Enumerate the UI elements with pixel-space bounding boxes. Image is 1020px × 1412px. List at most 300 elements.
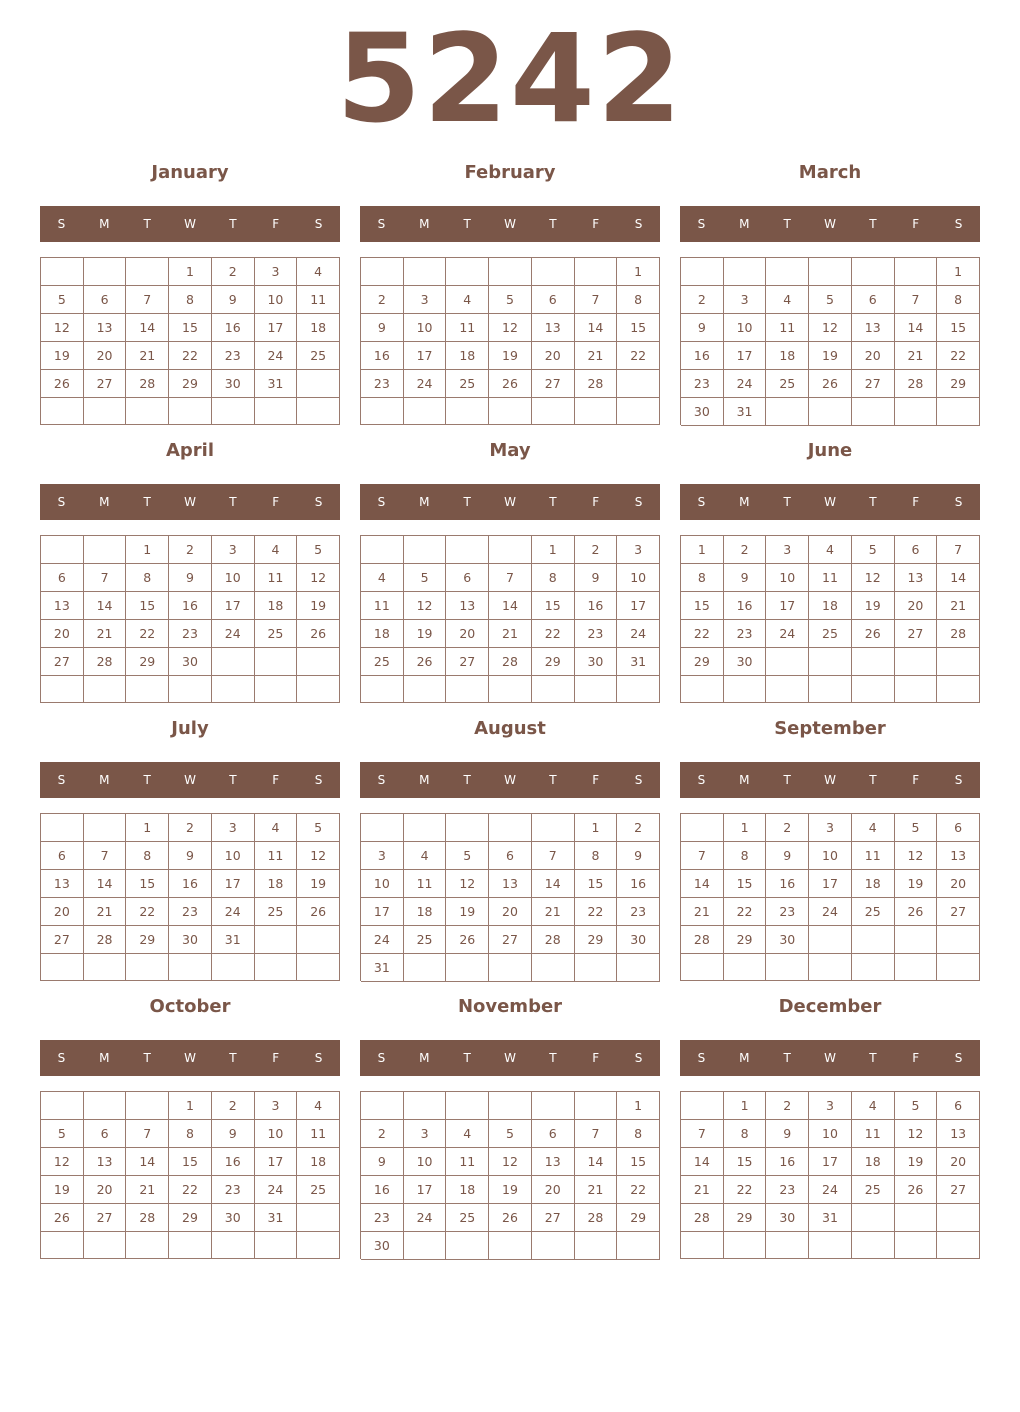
empty-cell <box>212 954 255 981</box>
day-cell: 20 <box>41 898 84 926</box>
weekday-label: W <box>824 773 836 787</box>
day-cell: 26 <box>446 926 489 954</box>
weekday-label: F <box>272 773 280 787</box>
day-cell: 17 <box>404 342 447 370</box>
empty-cell <box>489 536 532 564</box>
day-cell: 4 <box>446 1120 489 1148</box>
weekday-label: S <box>634 1051 643 1065</box>
weekday-label: F <box>592 1051 600 1065</box>
empty-cell <box>489 1232 532 1260</box>
day-cell: 28 <box>575 1204 618 1232</box>
day-cell: 18 <box>404 898 447 926</box>
month-title: January <box>151 162 229 183</box>
month-title: May <box>489 440 531 461</box>
day-cell: 20 <box>84 1176 127 1204</box>
day-cell: 23 <box>361 1204 404 1232</box>
day-cell: 8 <box>169 286 212 314</box>
year-title: 5242 <box>336 8 684 150</box>
day-cell: 23 <box>617 898 660 926</box>
day-cell: 2 <box>681 286 724 314</box>
day-cell: 15 <box>681 592 724 620</box>
day-cell: 2 <box>361 286 404 314</box>
empty-cell <box>532 258 575 286</box>
day-cell: 30 <box>169 926 212 954</box>
day-cell: 11 <box>809 564 852 592</box>
empty-cell <box>126 954 169 981</box>
day-cell: 21 <box>575 1176 618 1204</box>
day-cell: 8 <box>937 286 980 314</box>
day-cell: 19 <box>446 898 489 926</box>
empty-cell <box>361 536 404 564</box>
weekday-label: T <box>869 1051 877 1065</box>
day-cell: 2 <box>212 258 255 286</box>
weekday-label: M <box>739 495 750 509</box>
empty-cell <box>532 954 575 982</box>
day-cell: 19 <box>41 342 84 370</box>
day-cell: 14 <box>575 314 618 342</box>
day-cell: 13 <box>852 314 895 342</box>
day-cell: 19 <box>895 1148 938 1176</box>
empty-cell <box>404 1232 447 1260</box>
day-cell: 2 <box>169 536 212 564</box>
empty-cell <box>532 676 575 703</box>
weekday-label: T <box>463 495 471 509</box>
weekday-label: F <box>912 1051 920 1065</box>
empty-cell <box>852 926 895 954</box>
day-cell: 26 <box>809 370 852 398</box>
day-cell: 1 <box>724 1092 767 1120</box>
weekday-label: M <box>419 773 430 787</box>
weekday-label: M <box>739 773 750 787</box>
empty-cell <box>126 258 169 286</box>
empty-cell <box>852 648 895 676</box>
empty-cell <box>489 1092 532 1120</box>
weekday-label: T <box>783 1051 791 1065</box>
day-cell: 19 <box>489 1176 532 1204</box>
day-cell: 21 <box>126 342 169 370</box>
day-cell: 4 <box>852 1092 895 1120</box>
empty-cell <box>489 258 532 286</box>
empty-cell <box>895 258 938 286</box>
day-cell: 9 <box>575 564 618 592</box>
day-cell: 21 <box>84 620 127 648</box>
empty-cell <box>446 814 489 842</box>
empty-cell <box>575 954 618 982</box>
day-cell: 11 <box>297 1120 340 1148</box>
day-cell: 22 <box>617 1176 660 1204</box>
day-cell: 10 <box>361 870 404 898</box>
weekday-label: S <box>57 217 66 231</box>
empty-cell <box>126 1232 169 1259</box>
day-cell: 2 <box>169 814 212 842</box>
day-cell: 28 <box>126 370 169 398</box>
empty-cell <box>766 398 809 426</box>
empty-cell <box>41 676 84 703</box>
day-grid <box>360 1091 660 1259</box>
day-cell: 31 <box>809 1204 852 1232</box>
day-cell: 13 <box>895 564 938 592</box>
day-cell: 5 <box>489 286 532 314</box>
weekday-label: F <box>272 217 280 231</box>
day-cell: 19 <box>297 592 340 620</box>
day-cell: 7 <box>489 564 532 592</box>
day-cell: 9 <box>617 842 660 870</box>
day-cell: 15 <box>617 1148 660 1176</box>
day-cell: 11 <box>361 592 404 620</box>
day-cell: 10 <box>724 314 767 342</box>
empty-cell <box>169 1232 212 1259</box>
empty-cell <box>255 398 298 425</box>
weekday-label: F <box>592 217 600 231</box>
empty-cell <box>255 926 298 954</box>
empty-cell <box>809 926 852 954</box>
day-cell: 8 <box>126 842 169 870</box>
empty-cell <box>766 954 809 981</box>
day-cell: 5 <box>41 286 84 314</box>
day-cell: 6 <box>41 564 84 592</box>
day-cell: 11 <box>255 564 298 592</box>
day-cell: 16 <box>169 592 212 620</box>
day-grid <box>40 535 340 703</box>
weekday-label: T <box>549 217 557 231</box>
weekday-label: T <box>463 1051 471 1065</box>
day-cell: 22 <box>617 342 660 370</box>
day-cell: 27 <box>937 898 980 926</box>
day-cell: 8 <box>126 564 169 592</box>
day-cell: 5 <box>489 1120 532 1148</box>
day-cell: 14 <box>532 870 575 898</box>
empty-cell <box>575 1092 618 1120</box>
weekday-label: M <box>99 217 110 231</box>
day-cell: 2 <box>617 814 660 842</box>
weekday-label: S <box>377 217 386 231</box>
empty-cell <box>404 814 447 842</box>
day-cell: 28 <box>937 620 980 648</box>
day-cell: 10 <box>809 842 852 870</box>
empty-cell <box>489 814 532 842</box>
weekday-header <box>680 762 980 798</box>
weekday-header <box>40 1040 340 1076</box>
weekday-label: S <box>377 495 386 509</box>
weekday-header <box>360 762 660 798</box>
day-cell: 31 <box>255 1204 298 1232</box>
day-cell: 7 <box>895 286 938 314</box>
day-cell: 24 <box>212 620 255 648</box>
day-cell: 22 <box>575 898 618 926</box>
day-cell: 30 <box>169 648 212 676</box>
weekday-label: W <box>504 217 516 231</box>
day-cell: 23 <box>212 1176 255 1204</box>
empty-cell <box>809 648 852 676</box>
day-cell: 11 <box>852 842 895 870</box>
month-title: February <box>464 162 556 183</box>
day-cell: 1 <box>617 1092 660 1120</box>
day-grid <box>680 813 980 981</box>
day-cell: 21 <box>937 592 980 620</box>
day-cell: 17 <box>809 1148 852 1176</box>
day-cell: 1 <box>169 258 212 286</box>
day-cell: 20 <box>41 620 84 648</box>
empty-cell <box>809 954 852 981</box>
day-cell: 16 <box>575 592 618 620</box>
weekday-label: T <box>229 495 237 509</box>
weekday-label: S <box>57 1051 66 1065</box>
empty-cell <box>297 398 340 425</box>
day-cell: 22 <box>126 898 169 926</box>
day-cell: 2 <box>724 536 767 564</box>
empty-cell <box>895 954 938 981</box>
day-cell: 15 <box>937 314 980 342</box>
empty-cell <box>489 954 532 982</box>
weekday-label: T <box>549 773 557 787</box>
day-cell: 7 <box>937 536 980 564</box>
day-cell: 1 <box>575 814 618 842</box>
empty-cell <box>255 648 298 676</box>
empty-cell <box>617 398 660 425</box>
day-cell: 12 <box>852 564 895 592</box>
day-cell: 16 <box>681 342 724 370</box>
empty-cell <box>724 676 767 703</box>
weekday-label: S <box>697 773 706 787</box>
day-cell: 3 <box>724 286 767 314</box>
day-cell: 30 <box>766 926 809 954</box>
empty-cell <box>852 954 895 981</box>
day-cell: 19 <box>809 342 852 370</box>
day-cell: 4 <box>255 814 298 842</box>
empty-cell <box>852 258 895 286</box>
day-cell: 30 <box>575 648 618 676</box>
day-cell: 30 <box>361 1232 404 1260</box>
day-cell: 3 <box>809 1092 852 1120</box>
day-cell: 5 <box>404 564 447 592</box>
day-cell: 24 <box>361 926 404 954</box>
day-cell: 20 <box>84 342 127 370</box>
empty-cell <box>404 676 447 703</box>
day-cell: 18 <box>852 1148 895 1176</box>
weekday-label: S <box>314 495 323 509</box>
empty-cell <box>361 676 404 703</box>
weekday-label: T <box>869 773 877 787</box>
day-cell: 15 <box>575 870 618 898</box>
day-cell: 24 <box>809 1176 852 1204</box>
day-cell: 1 <box>126 814 169 842</box>
day-cell: 18 <box>852 870 895 898</box>
day-cell: 2 <box>766 814 809 842</box>
weekday-label: W <box>504 495 516 509</box>
day-cell: 21 <box>84 898 127 926</box>
weekday-label: W <box>824 1051 836 1065</box>
empty-cell <box>617 676 660 703</box>
empty-cell <box>169 398 212 425</box>
day-cell: 19 <box>297 870 340 898</box>
day-cell: 25 <box>852 898 895 926</box>
day-cell: 17 <box>724 342 767 370</box>
day-cell: 15 <box>724 870 767 898</box>
day-cell: 29 <box>724 1204 767 1232</box>
weekday-label: W <box>184 773 196 787</box>
day-cell: 30 <box>766 1204 809 1232</box>
day-cell: 25 <box>297 1176 340 1204</box>
empty-cell <box>937 1232 980 1259</box>
day-cell: 9 <box>169 564 212 592</box>
empty-cell <box>852 676 895 703</box>
weekday-label: T <box>783 495 791 509</box>
day-cell: 19 <box>895 870 938 898</box>
empty-cell <box>937 398 980 426</box>
day-cell: 27 <box>895 620 938 648</box>
day-cell: 25 <box>361 648 404 676</box>
day-cell: 10 <box>404 1148 447 1176</box>
day-cell: 6 <box>937 814 980 842</box>
day-cell: 6 <box>84 286 127 314</box>
day-cell: 14 <box>126 314 169 342</box>
empty-cell <box>895 926 938 954</box>
day-cell: 16 <box>212 1148 255 1176</box>
month-title: April <box>165 440 215 461</box>
day-cell: 6 <box>489 842 532 870</box>
day-cell: 30 <box>617 926 660 954</box>
day-cell: 17 <box>212 592 255 620</box>
day-cell: 13 <box>532 1148 575 1176</box>
empty-cell <box>84 814 127 842</box>
month-title: November <box>457 996 563 1017</box>
day-cell: 28 <box>681 1204 724 1232</box>
day-cell: 7 <box>84 564 127 592</box>
day-cell: 23 <box>212 342 255 370</box>
empty-cell <box>446 954 489 982</box>
empty-cell <box>84 536 127 564</box>
weekday-label: T <box>549 1051 557 1065</box>
day-cell: 9 <box>212 1120 255 1148</box>
day-cell: 1 <box>724 814 767 842</box>
day-cell: 18 <box>255 592 298 620</box>
empty-cell <box>532 814 575 842</box>
day-cell: 10 <box>809 1120 852 1148</box>
day-cell: 9 <box>361 314 404 342</box>
day-cell: 17 <box>212 870 255 898</box>
day-cell: 27 <box>532 370 575 398</box>
weekday-label: M <box>419 217 430 231</box>
day-cell: 6 <box>84 1120 127 1148</box>
empty-cell <box>404 1092 447 1120</box>
empty-cell <box>446 536 489 564</box>
empty-cell <box>809 1232 852 1259</box>
day-cell: 30 <box>212 370 255 398</box>
empty-cell <box>297 1232 340 1259</box>
day-cell: 13 <box>489 870 532 898</box>
day-cell: 28 <box>84 926 127 954</box>
day-cell: 11 <box>852 1120 895 1148</box>
day-cell: 8 <box>724 1120 767 1148</box>
day-cell: 22 <box>724 898 767 926</box>
empty-cell <box>212 398 255 425</box>
day-cell: 16 <box>361 1176 404 1204</box>
month-title: September <box>774 718 886 739</box>
empty-cell <box>575 1232 618 1260</box>
empty-cell <box>852 398 895 426</box>
empty-cell <box>84 1232 127 1259</box>
day-cell: 26 <box>489 1204 532 1232</box>
empty-cell <box>532 1092 575 1120</box>
day-grid <box>680 535 980 703</box>
empty-cell <box>212 1232 255 1259</box>
empty-cell <box>681 814 724 842</box>
weekday-label: S <box>954 495 963 509</box>
day-cell: 6 <box>41 842 84 870</box>
day-cell: 17 <box>617 592 660 620</box>
day-cell: 28 <box>126 1204 169 1232</box>
day-cell: 24 <box>404 1204 447 1232</box>
day-cell: 18 <box>766 342 809 370</box>
day-cell: 20 <box>532 1176 575 1204</box>
day-cell: 22 <box>169 1176 212 1204</box>
day-cell: 16 <box>724 592 767 620</box>
day-cell: 22 <box>532 620 575 648</box>
day-cell: 31 <box>724 398 767 426</box>
weekday-label: S <box>697 217 706 231</box>
day-cell: 15 <box>126 592 169 620</box>
day-cell: 11 <box>404 870 447 898</box>
empty-cell <box>489 398 532 425</box>
day-cell: 8 <box>575 842 618 870</box>
day-cell: 10 <box>212 842 255 870</box>
day-cell: 19 <box>489 342 532 370</box>
day-cell: 26 <box>297 898 340 926</box>
day-cell: 30 <box>212 1204 255 1232</box>
weekday-label: M <box>99 1051 110 1065</box>
weekday-label: M <box>739 217 750 231</box>
empty-cell <box>41 814 84 842</box>
day-cell: 4 <box>809 536 852 564</box>
day-cell: 27 <box>41 926 84 954</box>
day-cell: 19 <box>404 620 447 648</box>
day-cell: 24 <box>212 898 255 926</box>
empty-cell <box>766 676 809 703</box>
empty-cell <box>255 676 298 703</box>
empty-cell <box>41 1232 84 1259</box>
weekday-label: T <box>229 1051 237 1065</box>
day-cell: 10 <box>617 564 660 592</box>
weekday-label: W <box>184 1051 196 1065</box>
day-cell: 29 <box>681 648 724 676</box>
day-cell: 5 <box>297 814 340 842</box>
day-grid <box>40 257 340 425</box>
day-cell: 25 <box>255 620 298 648</box>
empty-cell <box>361 258 404 286</box>
day-cell: 13 <box>937 1120 980 1148</box>
empty-cell <box>297 676 340 703</box>
day-cell: 21 <box>681 898 724 926</box>
empty-cell <box>766 648 809 676</box>
day-cell: 8 <box>724 842 767 870</box>
weekday-label: F <box>592 495 600 509</box>
day-grid <box>680 1091 980 1259</box>
day-cell: 18 <box>297 314 340 342</box>
day-cell: 27 <box>84 1204 127 1232</box>
day-cell: 13 <box>446 592 489 620</box>
empty-cell <box>41 258 84 286</box>
day-cell: 26 <box>41 1204 84 1232</box>
weekday-label: F <box>912 773 920 787</box>
empty-cell <box>361 398 404 425</box>
day-cell: 6 <box>852 286 895 314</box>
day-cell: 26 <box>404 648 447 676</box>
empty-cell <box>809 258 852 286</box>
day-cell: 14 <box>126 1148 169 1176</box>
day-cell: 3 <box>404 286 447 314</box>
day-cell: 8 <box>617 286 660 314</box>
day-cell: 7 <box>575 286 618 314</box>
